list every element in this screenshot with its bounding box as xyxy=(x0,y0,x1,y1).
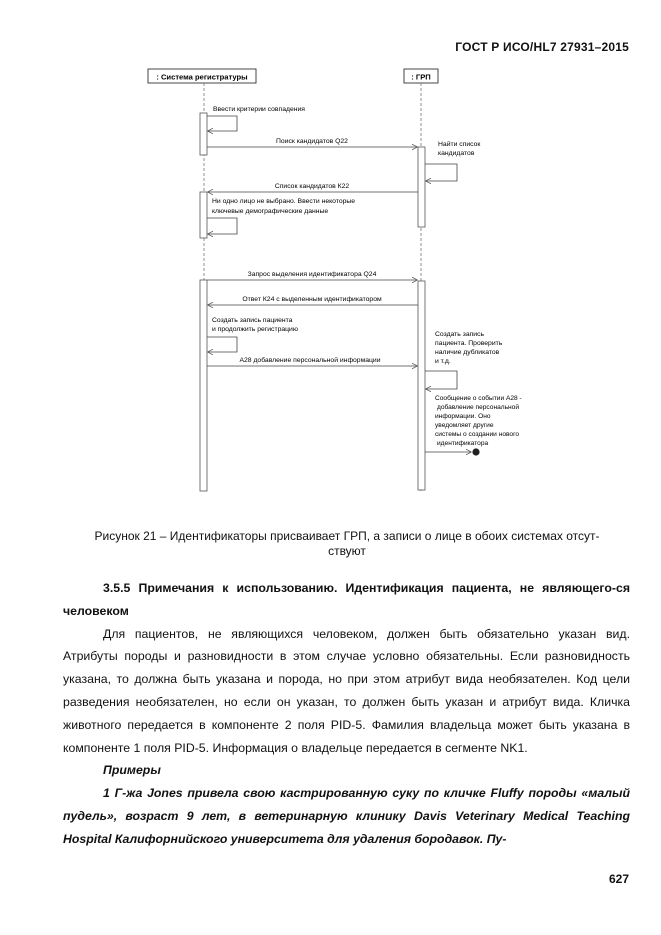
standard-code: ГОСТ Р ИСО/HL7 27931–2015 xyxy=(455,40,629,54)
lost-message-endpoint xyxy=(472,448,479,455)
self-arrow xyxy=(425,371,457,389)
msg-notify-3: информации. Оно xyxy=(435,413,491,420)
section-heading xyxy=(63,577,630,623)
msg-search-candidates: Поиск кандидатов Q22 xyxy=(276,138,348,145)
self-arrow xyxy=(425,164,457,181)
activation-bar xyxy=(200,113,207,155)
msg-a28-add: А28 добавление персональной информации xyxy=(239,357,381,364)
msg-candidate-list: Список кандидатов К22 xyxy=(274,183,350,190)
page-number: 627 xyxy=(608,872,629,886)
caption-line-2: ствуют xyxy=(328,544,366,558)
msg-mpi-create-2: пациента. Проверить xyxy=(435,340,503,347)
paragraph: Для пациентов, не являющихся человеком, должен быть обязательно указан вид. Атрибуты породы и разновидности в этом случае условно обязательны. Если разновидность указана, то должна быть указана и порода, но при этом атрибут вида необязателен. Код цели разведения необязателен, но если он указан, то должен быть указан и атрибут вида. Кличка животного передается в компоненте 2 поля PID-5. Фамилия владельца может быть указана в компоненте 1 поля PID-5. Информация о владельце передается в сегменте NK1. xyxy=(63,626,630,755)
activation-bar xyxy=(200,192,207,238)
examples-heading: Примеры xyxy=(103,763,161,778)
msg-id-request: Запрос выделения идентификатора Q24 xyxy=(247,271,377,278)
msg-create-record-1: Создать запись пациента xyxy=(212,317,293,324)
msg-notify-2: добавление персональной xyxy=(437,404,520,411)
self-arrow xyxy=(207,337,237,352)
section-number: 3.5.5 xyxy=(103,581,131,595)
self-arrow xyxy=(207,218,237,234)
msg-mpi-create-3: наличие дубликатов xyxy=(435,349,500,356)
msg-mpi-create-1: Создать запись xyxy=(435,331,485,338)
msg-mpi-create-4: и т.д. xyxy=(435,358,451,365)
msg-notify-5: системы о создании нового xyxy=(435,431,520,438)
msg-enter-criteria: Ввести критерии совпадения xyxy=(213,106,305,113)
activation-bar xyxy=(200,280,207,491)
example-1: 1 Г-жа Jones привела свою кастрированную суку по кличке Fluffy породы «малый пудель», возраст 9 лет, в ветеринарную клинику Davis Veterinary Medical Teaching Hospital Калифорнийского университета для удаления бородавок. Пу- xyxy=(63,786,630,846)
lifeline-registry-label: : Система регистратуры xyxy=(156,72,248,82)
caption-line-1: Рисунок 21 – Идентификаторы присваивает ГРП, а записи о лице в обоих системах отсут- xyxy=(94,529,600,543)
lifeline-mpi-label: : ГРП xyxy=(411,72,431,82)
msg-no-match-2: ключевые демографические данные xyxy=(212,208,329,215)
msg-create-record-2: и продолжить регистрацию xyxy=(212,326,298,333)
msg-notify-6: идентификатора xyxy=(437,440,489,447)
body-text xyxy=(63,577,630,851)
msg-notify-4: уведомляет другие xyxy=(435,422,494,429)
activation-bar xyxy=(418,147,425,227)
self-arrow xyxy=(207,116,237,131)
section-title: Примечания к использованию. Идентификация пациента, не являющего-ся человеком xyxy=(63,581,631,618)
msg-find-list-1: Найти список xyxy=(438,141,481,148)
msg-notify-1: Сообщение о событии А28 - xyxy=(435,395,522,402)
activation-bar xyxy=(418,281,425,490)
msg-id-response: Ответ К24 с выделенным идентификатором xyxy=(242,296,382,303)
msg-no-match-1: Ни одно лицо не выбрано. Ввести некоторые xyxy=(212,198,356,205)
figure-caption xyxy=(62,529,632,559)
msg-find-list-2: кандидатов xyxy=(438,150,475,157)
